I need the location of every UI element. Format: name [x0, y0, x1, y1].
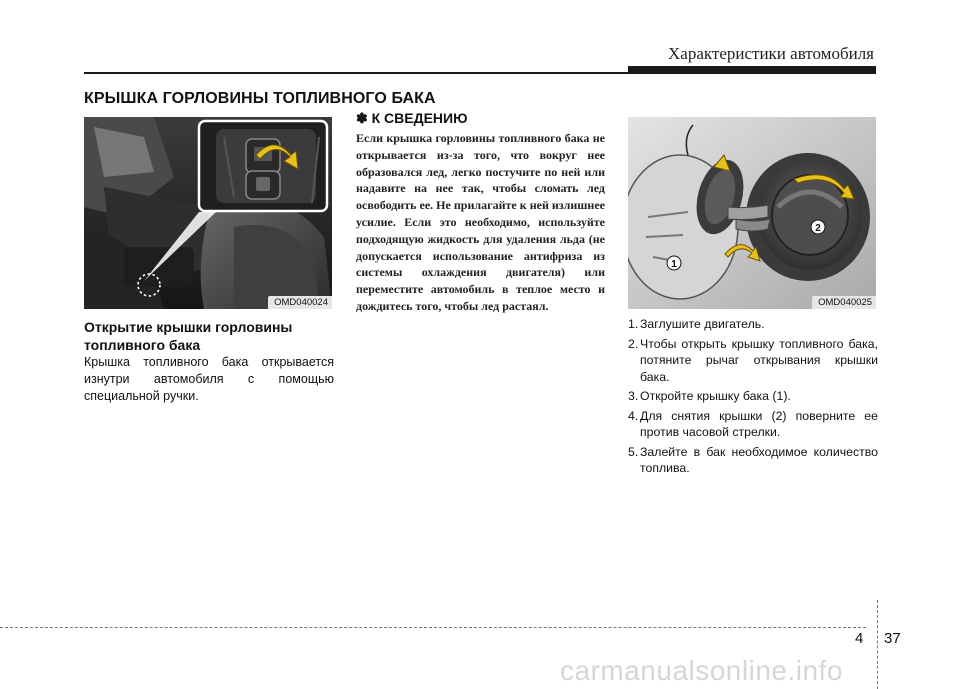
marker-2: 2: [815, 223, 821, 234]
opening-text: Крышка топливного бака открывается изнутри автомобиля с помощью специальной ручки.: [84, 355, 334, 403]
step-number: 4.: [628, 408, 639, 423]
list-item: [628, 316, 878, 333]
chapter-number: 4: [855, 630, 864, 647]
fuel-lever-illustration: [84, 117, 332, 309]
step-text: Залейте в бак необходимое количество топлива.: [640, 444, 878, 475]
step-text: Откройте крышку бака (1).: [640, 389, 791, 403]
info-heading: ✽ К СВЕДЕНИЮ: [356, 110, 468, 126]
step-number: 3.: [628, 389, 639, 403]
step-number: 1.: [628, 317, 639, 331]
list-item: [628, 408, 878, 441]
step-number: 5.: [628, 444, 639, 459]
watermark: carmanualsonline.info: [560, 655, 843, 686]
fuel-lever-photo: [84, 117, 332, 309]
step-number: 2.: [628, 336, 639, 351]
fuel-cap-illustration: [628, 117, 876, 309]
footer-rule: [0, 627, 866, 628]
step-text: Заглушите двигатель.: [640, 317, 765, 331]
marker-1: 1: [671, 259, 677, 270]
section-title: КРЫШКА ГОРЛОВИНЫ ТОПЛИВНОГО БАКА: [84, 90, 436, 107]
page-number: 37: [884, 630, 901, 647]
fuel-cap-photo: [628, 117, 876, 309]
list-item: [628, 388, 878, 405]
step-text: Чтобы открыть крышку топливного бака, потяните рычаг открывания крышки бака.: [640, 336, 878, 384]
header-title: Характеристики автомобиля: [668, 44, 874, 63]
footer-divider: [877, 600, 878, 689]
steps-list: [628, 316, 878, 480]
figure-code-left: OMD040024: [268, 296, 332, 309]
figure-code-right: OMD040025: [812, 296, 876, 309]
opening-heading: Открытие крышки горловины топливного бака: [84, 319, 293, 353]
info-text: Если крышка горловины топливного бака не открывается из-за того, что вокруг нее образовался лед, легко постучите по ней или надавите на нее так, чтобы сломать лед освободить ее. Не прилагайте к ней излишнее усилие. Если это необходимо, используйте подходящую жидкость для удаления льда (не допускается использование антифриза из системы охлаждения двигателя) или переместите автомобиль в теплое место и дождитесь того, чтобы лед растаял.: [356, 131, 605, 313]
header-rule-accent: [628, 66, 876, 73]
list-item: [628, 444, 878, 477]
step-text: Для снятия крышки (2) поверните ее против часовой стрелки.: [640, 408, 878, 439]
list-item: [628, 336, 878, 386]
